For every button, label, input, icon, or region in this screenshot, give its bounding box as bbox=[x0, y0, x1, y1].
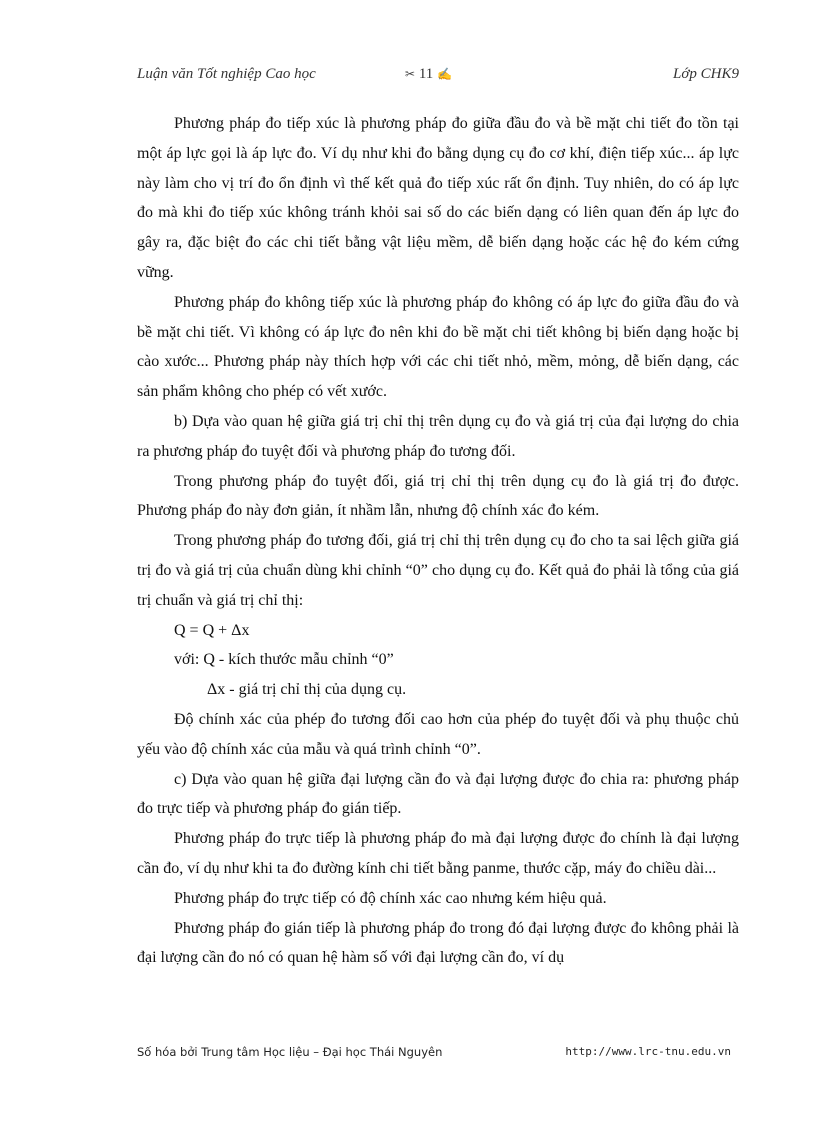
paragraph-direct-method: Phương pháp đo trực tiếp là phương pháp đo mà đại lượng được đo chính là đại lượng cần đo, ví dụ như khi ta đo đường kính chi tiết bằng panme, thước cặp, máy đo chiều dài... bbox=[137, 830, 739, 877]
formula-where-q: với: Q - kích thước mẫu chỉnh “0” bbox=[174, 651, 394, 669]
paragraph-section-c: c) Dựa vào quan hệ giữa đại lượng cần đo và đại lượng được đo chia ra: phương pháp đo trực tiếp và phương pháp đo gián tiếp. bbox=[137, 770, 739, 818]
paragraph-non-contact-method: Phương pháp đo không tiếp xúc là phương pháp đo không có áp lực đo giữa đầu đo và bề mặt chi tiết. Vì không có áp lực đo nên khi đo bề mặt chi tiết không bị biến dạng hoặc bị cào xước... Phương pháp này thích hợp với các chi tiết nhỏ, mềm, mỏng, dễ biến dạng, các sản phẩm không cho phép có vết xước. bbox=[137, 293, 739, 401]
header-class-name: Lớp CHK9 bbox=[673, 66, 739, 82]
header-page-number-group bbox=[405, 66, 452, 83]
formula-where-delta: Δx - giá trị chỉ thị của dụng cụ. bbox=[207, 681, 407, 699]
paragraph-section-b: b) Dựa vào quan hệ giữa giá trị chỉ thị trên dụng cụ đo và giá trị của đại lượng do chia ra phương pháp đo tuyệt đối và phương pháp đo tương đối. bbox=[137, 412, 739, 460]
scissors-icon: ✂ bbox=[405, 67, 416, 81]
header-thesis-title: Luận văn Tốt nghiệp Cao học bbox=[137, 66, 316, 82]
paragraph-indirect-method: Phương pháp đo gián tiếp là phương pháp đo trong đó đại lượng được đo không phải là đại lượng cần đo nó có quan hệ hàm số với đại lượng cần đo, ví dụ bbox=[137, 919, 739, 967]
paragraph-contact-method: Phương pháp đo tiếp xúc là phương pháp đo giữa đầu đo và bề mặt chi tiết đo tồn tại một áp lực gọi là áp lực đo. Ví dụ như khi đo bằng dụng cụ đo cơ khí, điện tiếp xúc... áp lực này làm cho vị trí đo ổn định vì thế kết quả đo tiếp xúc rất ổn định. Tuy nhiên, do có áp lực đo mà khi đo tiếp xúc không tránh khỏi sai số do các biến dạng có liên quan đến áp lực đo gây ra, đặc biệt đo các chi tiết bằng vật liệu mềm, dễ biến dạng hoặc các hệ đo kém cứng vững. bbox=[137, 115, 739, 281]
pen-icon: ✍ bbox=[437, 67, 452, 81]
paragraph-relative-accuracy: Độ chính xác của phép đo tương đối cao hơn của phép đo tuyệt đối và phụ thuộc chủ yếu vào độ chính xác của mẫu và quá trình chỉnh “0”. bbox=[137, 710, 739, 758]
paragraph-relative-method: Trong phương pháp đo tương đối, giá trị chỉ thị trên dụng cụ đo cho ta sai lệch giữa giá trị đo và giá trị của chuẩn dùng khi chỉnh “0” cho dụng cụ đo. Kết quả đo phải là tổng của giá trị chuẩn và giá trị chỉ thị: bbox=[137, 532, 739, 609]
footer-url: http://www.lrc-tnu.edu.vn bbox=[565, 1045, 731, 1058]
paragraph-absolute-method: Trong phương pháp đo tuyệt đối, giá trị chỉ thị trên dụng cụ đo là giá trị đo được. Phương pháp đo này đơn giản, ít nhầm lẫn, nhưng độ chính xác đo kém. bbox=[137, 472, 739, 520]
footer-digitized-by: Số hóa bởi Trung tâm Học liệu – Đại học Thái Nguyên bbox=[137, 1045, 443, 1059]
formula-equation: Q = Q + Δx bbox=[174, 621, 250, 639]
page-footer bbox=[137, 1045, 739, 1063]
paragraph-direct-accuracy: Phương pháp đo trực tiếp có độ chính xác cao nhưng kém hiệu quả. bbox=[174, 889, 607, 907]
page-number: 11 bbox=[418, 66, 434, 82]
page-body bbox=[137, 109, 739, 973]
page-header bbox=[137, 66, 739, 88]
